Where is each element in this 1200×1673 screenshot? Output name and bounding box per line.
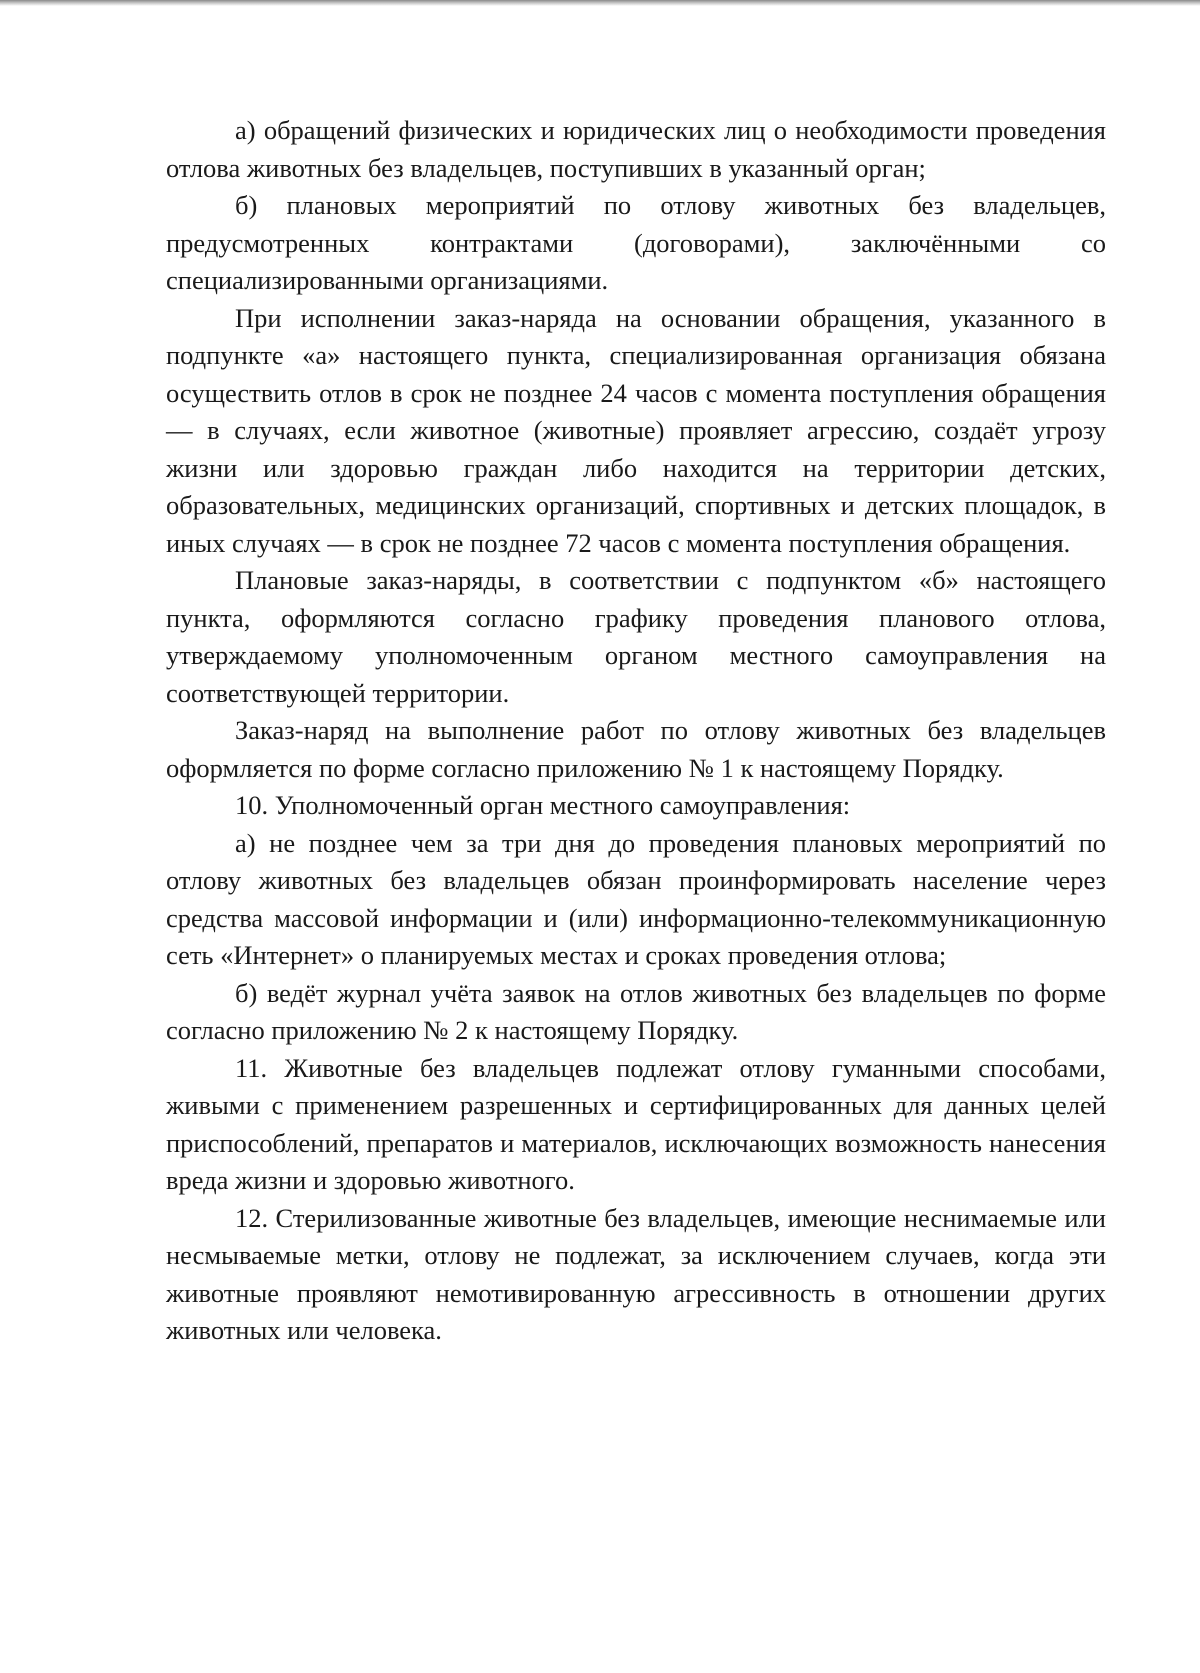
paragraph-subitem-a-requests: а) обращений физических и юридических лиц о необходимости проведения отлова животных без владельцев, поступивших в указанный орган; xyxy=(166,115,1106,183)
paragraph-order-form: Заказ-наряд на выполнение работ по отлову животных без владельцев оформляется по форме согласно приложению № 1 к настоящему Порядку. xyxy=(166,715,1106,783)
paragraph-planned-orders: Плановые заказ-наряды, в соответствии с подпунктом «б» настоящего пункта, оформляются согласно графику проведения планового отлова, утверждаемому уполномоченным органом местного самоуправления на соответствующей территории. xyxy=(166,565,1106,708)
paragraph-order-execution-terms: При исполнении заказ-наряда на основании обращения, указанного в подпункте «а» настоящего пункта, специализированная организация обязана осуществить отлов в срок не позднее 24 часов с момента поступления обращения — в случаях, если животное (животные) проявляет агрессию, создаёт угрозу жизни или здоровью граждан либо находится на территории детских, образовательных, медицинских организаций, спортивных и детских площадок, в иных случаях — в срок не позднее 72 часов с момента поступления обращения. xyxy=(166,302,1106,558)
document-page xyxy=(166,112,1106,1350)
paragraph-item-10-a: а) не позднее чем за три дня до проведения плановых мероприятий по отлову животных без владельцев обязан проинформировать население через средства массовой информации и (или) информационно-телекоммуникационную сеть «Интернет» о планируемых местах и сроках проведения отлова; xyxy=(166,827,1106,970)
paragraph-item-12: 12. Стерилизованные животные без владельцев, имеющие неснимаемые или несмываемые метки, отлову не подлежат, за исключением случаев, когда эти животные проявляют немотивированную агрессивность в отношении других животных или человека. xyxy=(166,1202,1106,1345)
paragraph-subitem-b-planned: б) плановых мероприятий по отлову животных без владельцев, предусмотренных контрактами (договорами), заключёнными со специализированными организациями. xyxy=(166,190,1106,295)
scan-top-edge xyxy=(0,0,1200,6)
paragraph-item-11: 11. Животные без владельцев подлежат отлову гуманными способами, живыми с применением разрешенных и сертифицированных для данных целей приспособлений, препаратов и материалов, исключающих возможность нанесения вреда жизни и здоровью животного. xyxy=(166,1052,1106,1195)
paragraph-item-10-b: б) ведёт журнал учёта заявок на отлов животных без владельцев по форме согласно приложению № 2 к настоящему Порядку. xyxy=(166,977,1106,1045)
paragraph-item-10-heading: 10. Уполномоченный орган местного самоуправления: xyxy=(235,790,851,820)
